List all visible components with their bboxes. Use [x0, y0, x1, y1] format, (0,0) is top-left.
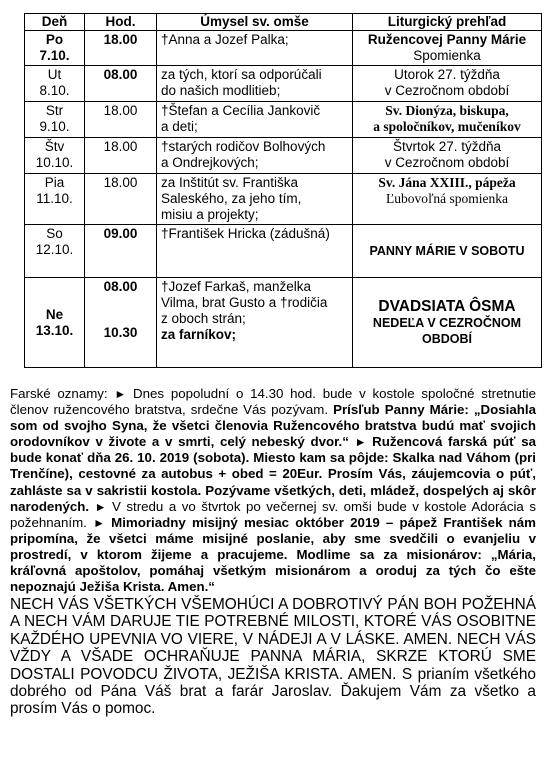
hour-cell: 18.00 [85, 174, 157, 225]
hour-cell: 08.00 [85, 66, 157, 102]
announcement-pilgrimage: Ružencová farská púť sa bude konať dňa 26. 10. 2019 (sobota). Miesto kam sa pôjde: Skalka nad Váhom (pri Trenčíne), cestovné za autobus + obed = 20Eur. Prosím Vás, záujemcovia o púť, zahláste sa v sakristii kostola. Pozývame všetkých, deti, mládež, dospelých aj skôr narodených. [10, 434, 536, 514]
table-row [25, 278, 542, 368]
day-cell: Ut 8.10. [25, 66, 85, 102]
day-cell: Pia 11.10. [25, 174, 85, 225]
liturgy-cell: DVADSIATA ÔSMA NEDEĽA V CEZROČNOM OBDOBÍ [353, 278, 542, 368]
closing-text: S prianím všetkého dobrého od Pána Váš brat a farár Jaroslav. Ďakujem Vám za všetko a prosím Vás o pomoc. [10, 665, 536, 718]
table-row [25, 138, 542, 174]
table-header-row [25, 14, 542, 31]
announcement-adoration: V stredu a vo štvrtok po večernej sv. omši bude v kostole Adorácia s požehnaním. [10, 498, 536, 530]
header-intention: Úmysel sv. omše [157, 14, 353, 31]
announcement-mission-month: Mimoriadny misijný mesiac október 2019 – pápež František nám pripomína, že všetci máme misijné poslanie, aby sme svedčili o evanjeliu v prostredí, v ktorom žijeme a pracujeme. Modlime sa za misionárov: „Mária, kráľovná apoštolov, pomáhaj všetkým misionárom a oroduj za tých čo ešte nepoznajú Ježiša Krista. Amen.“ [10, 514, 536, 595]
mass-schedule-table [24, 13, 542, 368]
arrow-icon: ► [94, 499, 107, 514]
parish-announcements [10, 386, 536, 595]
day-cell: Po 7.10. [25, 31, 85, 66]
day-cell: Štv 10.10. [25, 138, 85, 174]
intention-cell: †Jozef Farkaš, manželka Vilma, brat Gusto a †rodičia z oboch strán; za farníkov; [157, 278, 353, 368]
hour-cell: 18.00 [85, 102, 157, 138]
table-row [25, 31, 542, 66]
table-row [25, 102, 542, 138]
liturgy-cell: Sv. Dionýza, biskupa, a spoločníkov, mučeníkov [353, 102, 542, 138]
table-row [25, 225, 542, 278]
hour-cell: 18.00 [85, 138, 157, 174]
header-hour: Hod. [85, 14, 157, 31]
header-day: Deň [25, 14, 85, 31]
liturgy-cell: Ružencovej Panny Márie Spomienka [353, 31, 542, 66]
intention-cell: †František Hricka (zádušná) [157, 225, 353, 278]
announcement-promise: Prísľub Panny Márie: „Dosiahla som od svojho Syna, že všetci členovia Ružencového bratstva budú mať svojich orodovníkov v živote a v smrti, celý nebeský dvor.“ [10, 402, 536, 450]
arrow-icon: ► [114, 387, 127, 401]
closing-blessing [10, 596, 536, 718]
liturgy-cell: Štvrtok 27. týždňa v Cezročnom období [353, 138, 542, 174]
intention-cell: †Štefan a Cecília Jankovič a deti; [157, 102, 353, 138]
announcements-label: Farské oznamy: [10, 386, 108, 401]
table-row [25, 66, 542, 102]
blessing-text: NECH VÁS VŠETKÝCH VŠEMOHÚCI A DOBROTIVÝ PÁN BOH POŽEHNÁ A NECH VÁM DARUJE TIE POTREBNÉ MILOSTI, KTORÉ VÁS OSOBITNE KAŽDÉHO UPEVNIA VO VIERE, V NÁDEJI A V LÁSKE. AMEN. NECH VÁS VŽDY A VŠADE OCHRAŇUJE PANNA MÁRIA, SKRZE KTORÚ SME DOSTALI POVODCU ŽIVOTA, JEŽIŠA KRISTA. AMEN. [10, 596, 536, 683]
day-cell: Str 9.10. [25, 102, 85, 138]
intention-cell: za tých, ktorí sa odporúčali do našich modlitieb; [157, 66, 353, 102]
day-cell: Ne 13.10. [25, 278, 85, 368]
announcement-rosary-meeting: Dnes popoludní o 14.30 hod. bude v kostole spoločné stretnutie členov ružencového bratstva, srdečne Vás pozývam. [10, 386, 536, 418]
intention-cell: †Anna a Jozef Palka; [157, 31, 353, 66]
header-liturgy: Liturgický prehľad [353, 14, 542, 31]
intention-cell: †starých rodičov Bolhových a Ondrejkových; [157, 138, 353, 174]
day-cell: So 12.10. [25, 225, 85, 278]
liturgy-cell: PANNY MÁRIE V SOBOTU [353, 225, 542, 278]
hour-cell: 18.00 [85, 31, 157, 66]
hour-cell: 09.00 [85, 225, 157, 278]
intention-cell: za Inštitút sv. Františka Saleského, za jeho tím, misiu a projekty; [157, 174, 353, 225]
arrow-icon: ► [354, 435, 367, 450]
table-row [25, 174, 542, 225]
arrow-icon: ► [93, 515, 105, 530]
liturgy-cell: Utorok 27. týždňa v Cezročnom období [353, 66, 542, 102]
liturgy-cell: Sv. Jána XXIII., pápeža Ľubovoľná spomienka [353, 174, 542, 225]
hour-cell: 08.00 10.30 [85, 278, 157, 368]
